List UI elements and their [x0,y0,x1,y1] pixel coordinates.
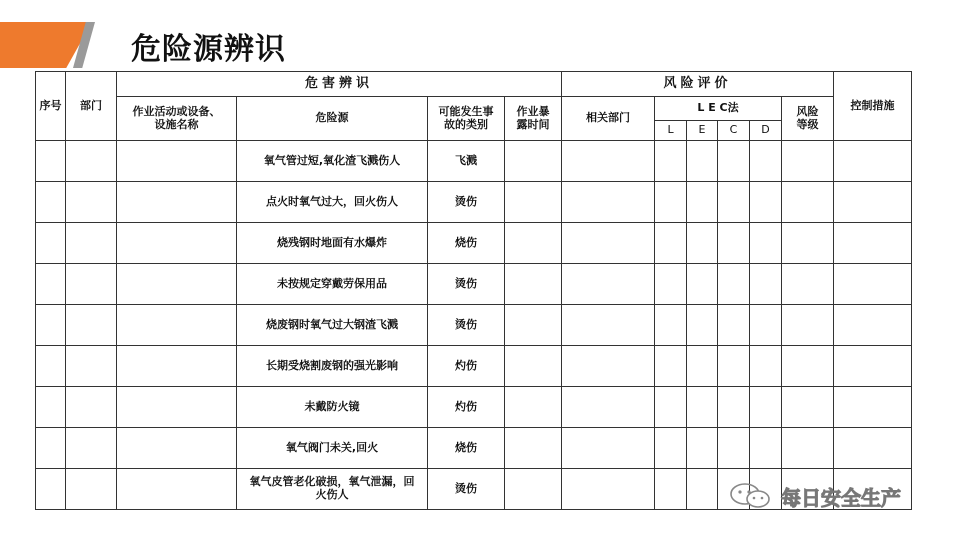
lec-l-header: L [655,121,687,141]
accident-type-cell: 烧伤 [428,223,505,264]
lec-c-header: C [718,121,750,141]
accident-type-cell: 灼伤 [428,387,505,428]
table-row [36,223,912,264]
col-seq-header: 序号 [36,72,66,141]
group-risk-header: 风险评价 [562,72,834,97]
table-row [36,387,912,428]
hazard-source-cell: 未戴防火镜 [237,387,428,428]
watermark [727,482,901,510]
table-row [36,346,912,387]
group-hazard-header: 危害辨识 [117,72,562,97]
accident-type-cell: 飞溅 [428,141,505,182]
accident-type-cell: 烫伤 [428,182,505,223]
page-title: 危险源辨识 [131,32,286,67]
lec-e-header: E [687,121,718,141]
accident-type-cell: 烫伤 [428,264,505,305]
watermark-text: 每日安全生产 [781,485,901,510]
accident-type-cell: 烧伤 [428,428,505,469]
accident-type-cell: 灼伤 [428,346,505,387]
col-related-dept-header: 相关部门 [562,97,655,141]
col-activity-header: 作业活动或设备、设施名称 [117,97,237,141]
hazard-source-cell: 烧废钢时氧气过大钢渣飞溅 [237,305,428,346]
hazard-source-cell: 长期受烧割废钢的强光影响 [237,346,428,387]
table-row [36,428,912,469]
col-lec-header: L E C法 [655,97,782,121]
hazard-source-cell: 氧气管过短,氧化渣飞溅伤人 [237,141,428,182]
hazard-identification-table [35,71,912,510]
col-control-header: 控制措施 [834,72,912,141]
col-exposure-header: 作业暴露时间 [505,97,562,141]
table-row [36,141,912,182]
hazard-source-cell: 氧气皮管老化破损，氧气泄漏，回火伤人 [237,469,428,510]
col-source-header: 危险源 [237,97,428,141]
hazard-source-cell: 点火时氧气过大，回火伤人 [237,182,428,223]
col-level-header: 风险等级 [782,97,834,141]
wechat-logo-icon [727,482,775,510]
lec-d-header: D [750,121,782,141]
hazard-source-cell: 氧气阀门未关,回火 [237,428,428,469]
hazard-source-cell: 烧残钢时地面有水爆炸 [237,223,428,264]
accident-type-cell: 烫伤 [428,305,505,346]
accident-type-cell: 烫伤 [428,469,505,510]
col-accident-header: 可能发生事故的类别 [428,97,505,141]
col-dept-header: 部门 [66,72,117,141]
table-row [36,305,912,346]
hazard-source-cell: 未按规定穿戴劳保用品 [237,264,428,305]
table-row [36,264,912,305]
table-row [36,182,912,223]
